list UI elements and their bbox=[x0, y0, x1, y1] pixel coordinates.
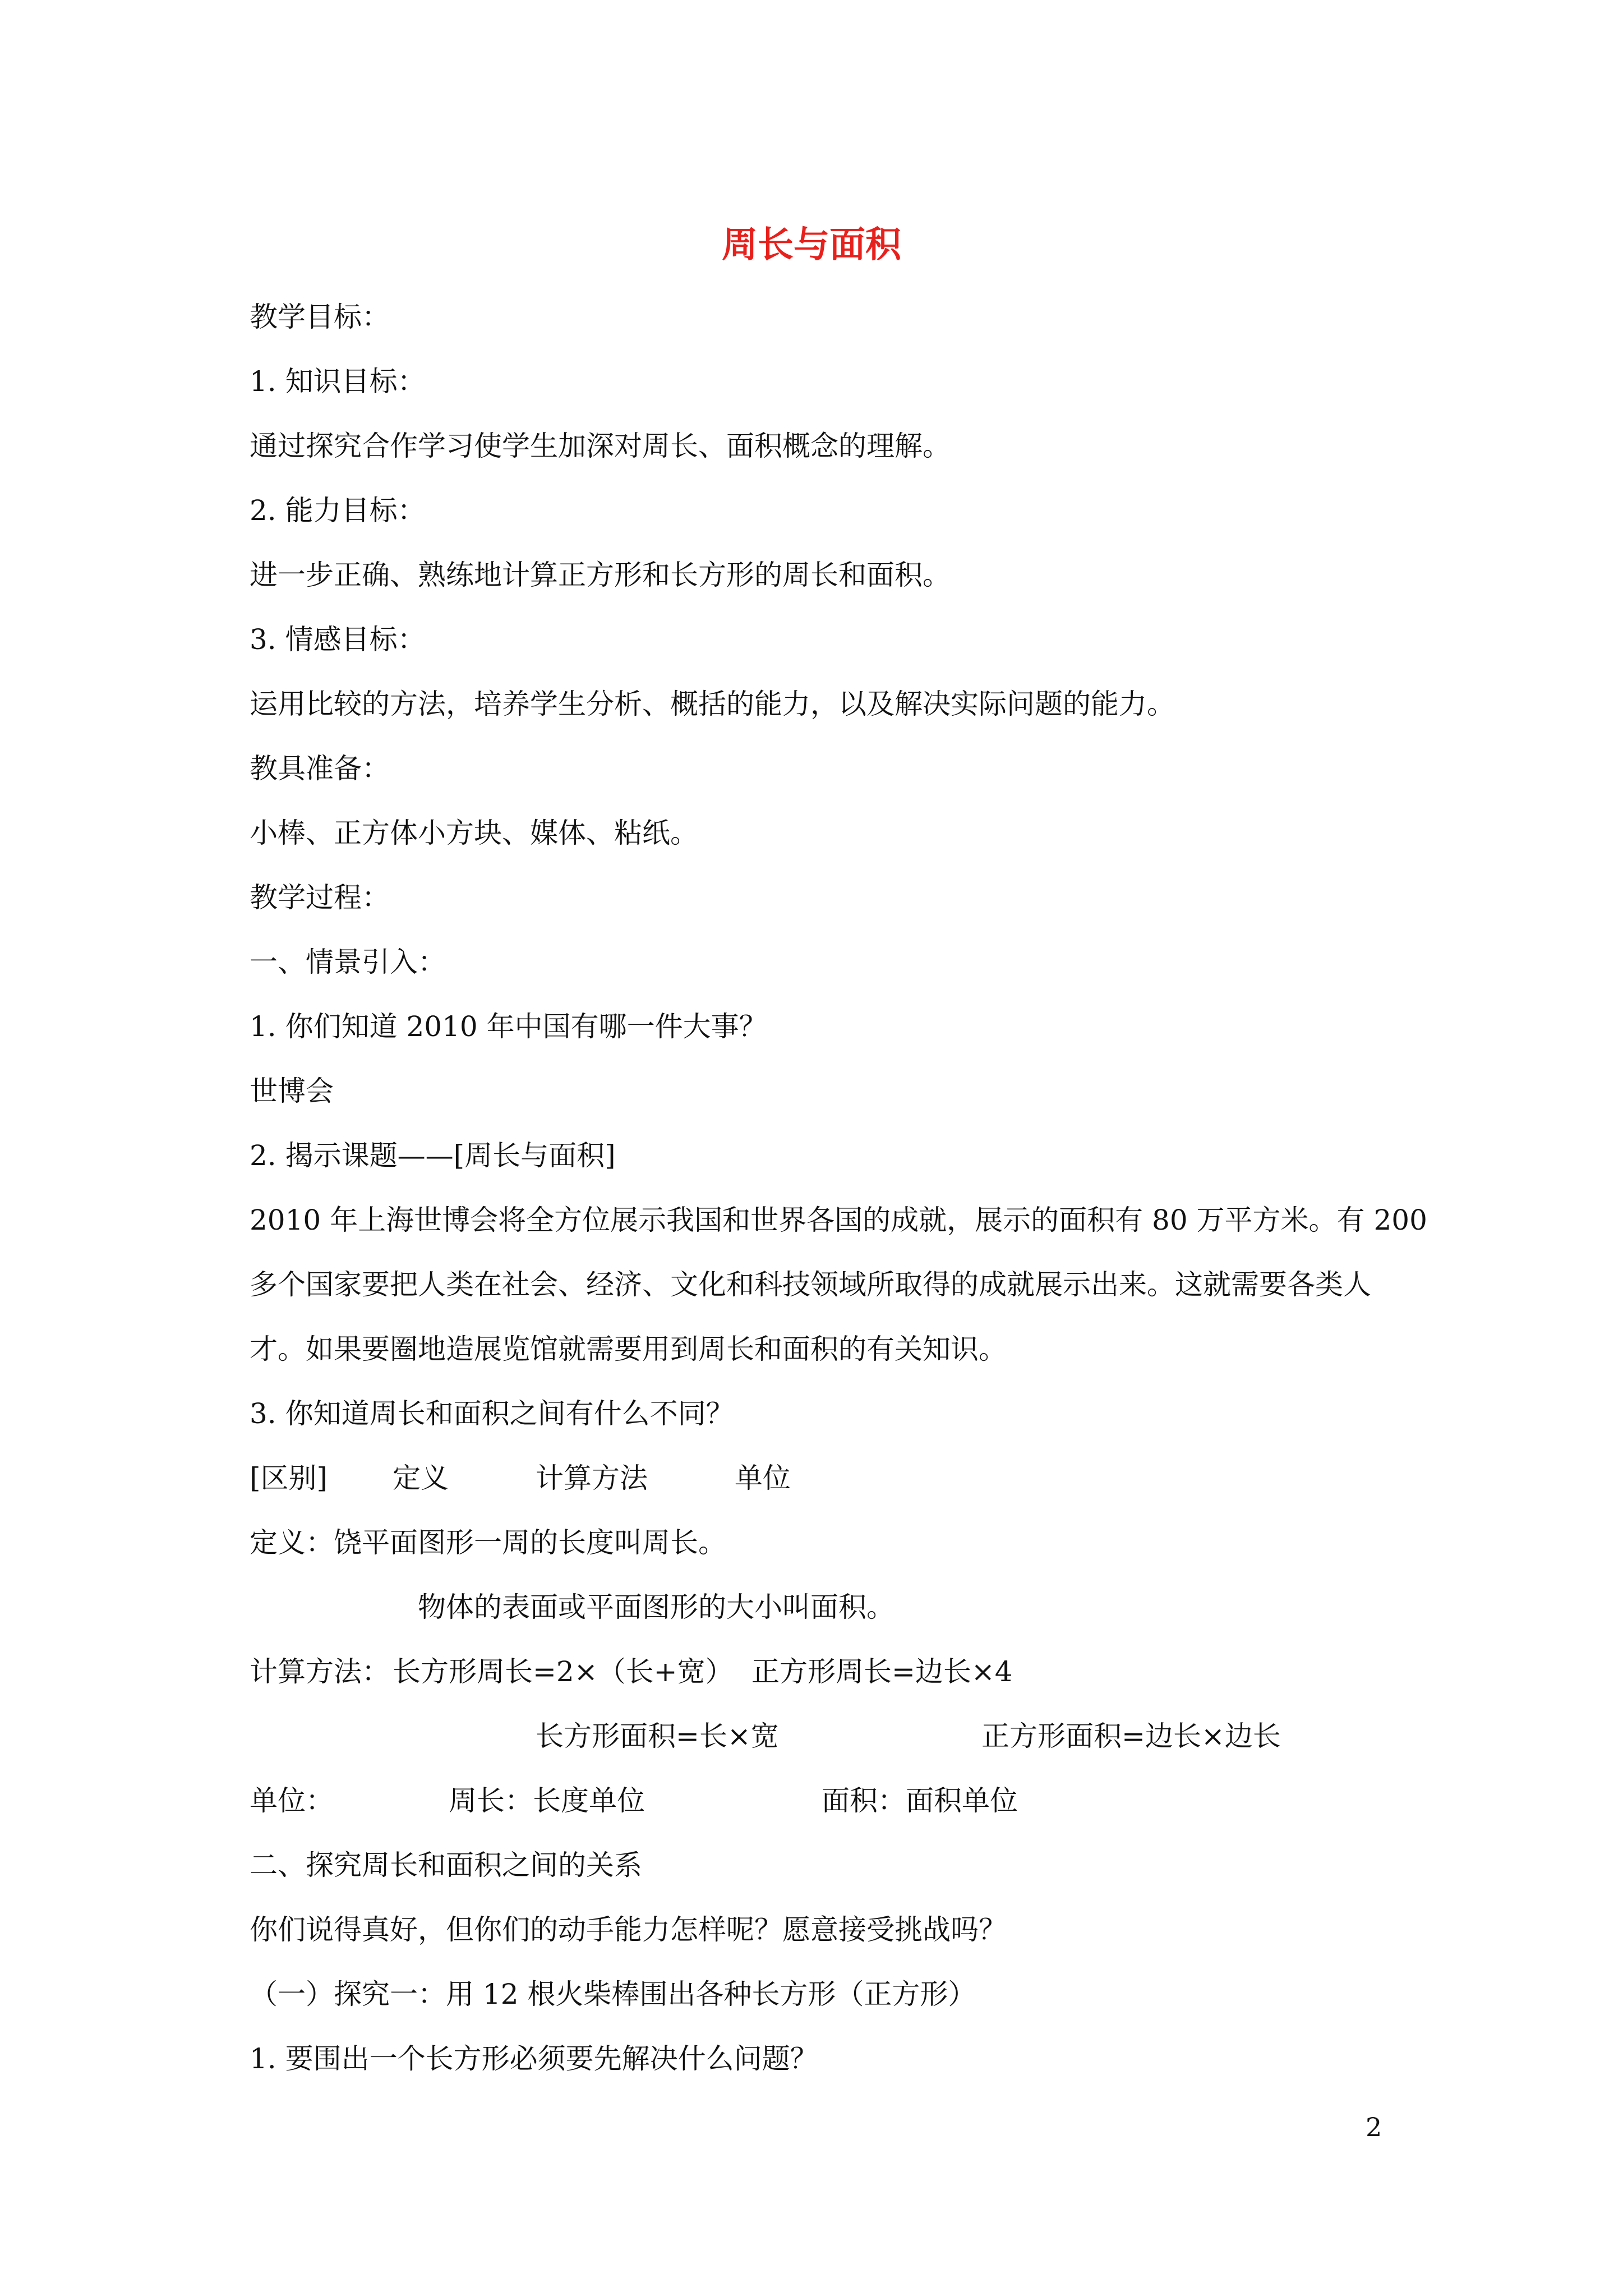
text-line: 小棒、正方体小方块、媒体、粘纸。 bbox=[250, 817, 698, 849]
page-number: 2 bbox=[1366, 2112, 1382, 2142]
text-line: 定义：饶平面图形一周的长度叫周长。 bbox=[250, 1526, 726, 1559]
text-line: 一、情景引入： bbox=[250, 946, 446, 978]
text-line: 3. 你知道周长和面积之间有什么不同？ bbox=[250, 1397, 734, 1430]
text-line: 二、探究周长和面积之间的关系 bbox=[250, 1849, 642, 1881]
text-line: 世博会 bbox=[250, 1075, 334, 1107]
text-line: 2. 揭示课题——[周长与面积] bbox=[250, 1139, 616, 1172]
text-line: 才。如果要圈地造展览馆就需要用到周长和面积的有关知识。 bbox=[250, 1333, 1007, 1365]
text-line: 进一步正确、熟练地计算正方形和长方形的周长和面积。 bbox=[250, 559, 951, 591]
diff-label: [区别] bbox=[250, 1462, 328, 1494]
rect-area-formula: 长方形面积=长×宽 bbox=[536, 1720, 779, 1752]
square-perimeter-formula: 正方形周长=边长×4 bbox=[751, 1655, 1013, 1688]
text-line: 1. 要围出一个长方形必须要先解决什么问题？ bbox=[250, 2042, 818, 2075]
text-line: 物体的表面或平面图形的大小叫面积。 bbox=[418, 1591, 895, 1623]
area-unit: 面积：面积单位 bbox=[822, 1784, 1018, 1817]
diff-col-definition: 定义 bbox=[393, 1462, 449, 1494]
square-area-formula: 正方形面积=边长×边长 bbox=[981, 1720, 1281, 1752]
text-line: 教学目标： bbox=[250, 301, 390, 333]
text-line: 教学过程： bbox=[250, 881, 390, 914]
text-line: 2010 年上海世博会将全方位展示我国和世界各国的成就，展示的面积有 80 万平方米。有 200 bbox=[250, 1204, 1427, 1236]
text-line: 多个国家要把人类在社会、经济、文化和科技领域所取得的成就展示出来。这就需要各类人 bbox=[250, 1268, 1371, 1301]
text-line: 2. 能力目标： bbox=[250, 494, 426, 527]
text-line: （一）探究一：用 12 根火柴棒围出各种长方形（正方形） bbox=[250, 1978, 976, 2010]
text-line: 运用比较的方法，培养学生分析、概括的能力，以及解决实际问题的能力。 bbox=[250, 688, 1175, 720]
rect-perimeter-formula: 长方形周长=2×（长+宽） bbox=[393, 1655, 734, 1688]
calc-label: 计算方法： bbox=[250, 1655, 390, 1688]
text-line: 通过探究合作学习使学生加深对周长、面积概念的理解。 bbox=[250, 430, 951, 462]
diff-col-calculation: 计算方法 bbox=[536, 1462, 648, 1494]
page-title: 周长与面积 bbox=[722, 224, 901, 266]
perimeter-unit: 周长：长度单位 bbox=[449, 1784, 645, 1817]
diff-col-unit: 单位 bbox=[735, 1462, 791, 1494]
text-line: 你们说得真好，但你们的动手能力怎样呢？愿意接受挑战吗？ bbox=[250, 1913, 1007, 1946]
text-line: 3. 情感目标： bbox=[250, 623, 426, 656]
units-label: 单位： bbox=[250, 1784, 334, 1817]
text-line: 1. 知识目标： bbox=[250, 365, 426, 398]
text-line: 教具准备： bbox=[250, 752, 390, 785]
text-line: 1. 你们知道 2010 年中国有哪一件大事？ bbox=[250, 1010, 767, 1043]
